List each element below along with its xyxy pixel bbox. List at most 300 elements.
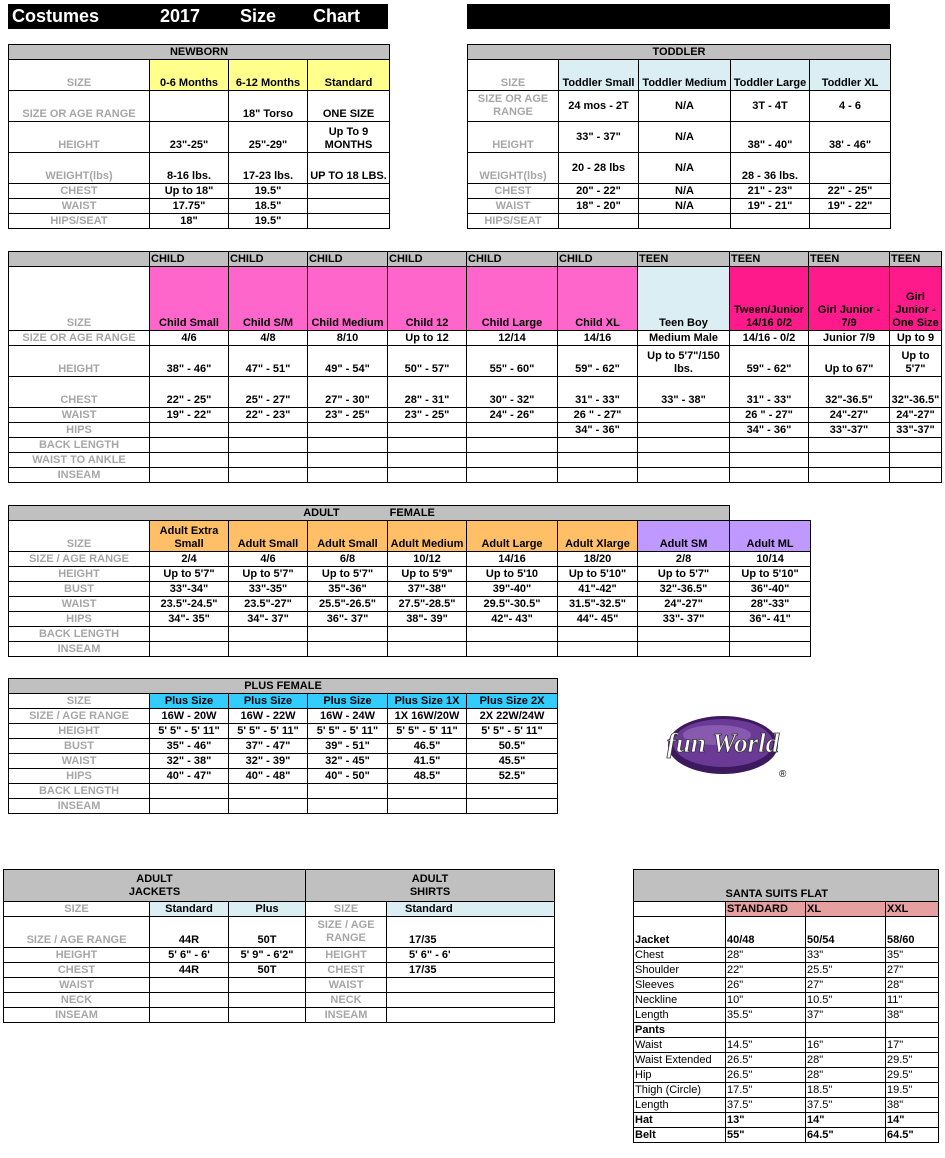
adult-female-table	[8, 505, 811, 657]
row-label: BUST	[9, 582, 150, 597]
col-header: Adult SM	[638, 521, 730, 552]
child-teen-table	[8, 251, 942, 483]
row-label: WAIST	[9, 408, 150, 423]
col-header: XXL	[886, 902, 939, 917]
table-cell	[730, 453, 809, 468]
table-cell: 5' 5" - 5' 11"	[229, 724, 308, 739]
table-cell: 5' 5" - 5' 11"	[308, 724, 388, 739]
table-cell: 2/4	[150, 552, 229, 567]
table-cell: Up to 5'9"	[388, 567, 467, 582]
table-cell: ONE SIZE	[308, 91, 390, 122]
table-cell: 19" - 21"	[731, 199, 810, 214]
table-cell: 28"	[806, 1053, 886, 1068]
table-cell: 36"- 41"	[730, 612, 811, 627]
table-cell: Up to 5'10"	[730, 567, 811, 582]
table-cell: 35.5"	[726, 1008, 806, 1023]
row-label: CHEST	[9, 184, 150, 199]
table-cell	[638, 408, 730, 423]
table-cell: 5' 5" - 5' 11"	[388, 724, 467, 739]
table-cell: Junior 7/9	[809, 331, 890, 346]
table-cell: 29.5"-30.5"	[467, 597, 558, 612]
row-label: CHEST	[4, 963, 150, 978]
title-word-year: 2017	[160, 6, 201, 26]
table-cell: 5' 6" - 6'	[387, 948, 555, 963]
table-cell: 17/35	[387, 963, 555, 978]
table-cell: 14"	[886, 1113, 939, 1128]
group-label: CHILD	[388, 252, 467, 267]
table-cell: 33"-37"	[890, 423, 942, 438]
group-label: TEEN	[809, 252, 890, 267]
table-cell: 38" - 46"	[150, 346, 229, 377]
table-cell: 17.5"	[726, 1083, 806, 1098]
row-label: BACK LENGTH	[9, 438, 150, 453]
table-cell	[890, 453, 942, 468]
table-cell: 2X 22W/24W	[467, 709, 558, 724]
row-label: INSEAM	[9, 468, 150, 483]
table-cell	[638, 423, 730, 438]
table-cell: 55"	[726, 1128, 806, 1143]
table-cell	[229, 993, 306, 1008]
table-cell: 16W - 24W	[308, 709, 388, 724]
table-cell	[388, 642, 467, 657]
table-cell: 5' 9" - 6'2"	[229, 948, 306, 963]
table-cell: 25.5"-26.5"	[308, 597, 388, 612]
row-label: CHEST	[9, 377, 150, 408]
table-cell	[559, 214, 639, 229]
table-cell	[467, 468, 558, 483]
table-cell	[308, 784, 388, 799]
col-header: Adult Small	[308, 521, 388, 552]
table-cell	[467, 423, 558, 438]
table-cell: 10/12	[388, 552, 467, 567]
table-cell	[467, 627, 558, 642]
row-label: Belt	[634, 1128, 726, 1143]
row-label: Waist Extended	[634, 1053, 726, 1068]
table-cell	[730, 438, 809, 453]
table-cell: 58/60	[886, 917, 939, 948]
row-label: HEIGHT	[4, 948, 150, 963]
table-cell: 11"	[886, 993, 939, 1008]
table-cell: 37.5"	[806, 1098, 886, 1113]
table-cell: N/A	[639, 91, 731, 122]
shirts-heading-line2: SHIRTS	[409, 885, 451, 898]
col-header: Adult Large	[467, 521, 558, 552]
jackets-heading-line2: JACKETS	[128, 885, 181, 898]
row-label: SIZE / AGE RANGE	[9, 709, 150, 724]
table-cell: 50/54	[806, 917, 886, 948]
table-cell: Up to 18"	[150, 184, 229, 199]
table-cell	[150, 468, 229, 483]
row-label: HEIGHT	[306, 948, 387, 963]
table-cell: 38"- 39"	[388, 612, 467, 627]
table-cell	[229, 453, 308, 468]
table-cell: 32"-36.5"	[890, 377, 942, 408]
table-cell: 32" - 45"	[308, 754, 388, 769]
table-cell: 42"- 43"	[467, 612, 558, 627]
col-header: Adult Extra Small	[150, 521, 229, 552]
title-word-costumes: Costumes	[12, 6, 100, 26]
table-cell: 31.5"-32.5"	[558, 597, 638, 612]
table-cell	[387, 1008, 555, 1023]
row-label: CHEST	[306, 963, 387, 978]
table-cell: 24"-27"	[809, 408, 890, 423]
table-cell: 19" - 22"	[150, 408, 229, 423]
table-cell: 55" - 60"	[467, 346, 558, 377]
row-label: Hat	[634, 1113, 726, 1128]
row-label: INSEAM	[9, 642, 150, 657]
col-header: Adult Xlarge	[558, 521, 638, 552]
row-label: SIZE / AGE RANGE	[4, 917, 150, 948]
table-cell: 8/10	[308, 331, 388, 346]
table-cell: 32"-36.5"	[638, 582, 730, 597]
table-cell: 28"	[886, 978, 939, 993]
table-cell: 34" - 36"	[558, 423, 638, 438]
col-header: STANDARD	[726, 902, 806, 917]
table-cell	[388, 453, 467, 468]
table-cell	[229, 438, 308, 453]
table-cell: 36"- 37"	[308, 612, 388, 627]
logo-text: fun World	[666, 728, 780, 758]
table-cell: 44R	[150, 963, 229, 978]
table-cell: 24" - 26"	[467, 408, 558, 423]
table-cell	[810, 153, 891, 184]
table-cell	[890, 438, 942, 453]
adult-heading-word: ADULT	[303, 506, 340, 519]
table-cell	[308, 199, 390, 214]
table-cell: 18/20	[558, 552, 638, 567]
table-cell: 38" - 40"	[731, 122, 810, 153]
table-cell	[730, 642, 811, 657]
table-cell	[467, 438, 558, 453]
table-cell: 26 " - 27"	[730, 408, 809, 423]
col-header: Standard	[387, 902, 555, 917]
fun-world-logo	[657, 713, 792, 786]
table-cell: 24 mos - 2T	[559, 91, 639, 122]
table-cell: 64.5"	[806, 1128, 886, 1143]
table-cell: 34" - 36"	[730, 423, 809, 438]
table-cell: 22"	[726, 963, 806, 978]
table-cell	[150, 423, 229, 438]
table-cell	[638, 453, 730, 468]
table-cell: 5' 5" - 5' 11"	[467, 724, 558, 739]
row-label: SIZE / AGE RANGE	[306, 917, 387, 948]
table-cell: 22" - 25"	[150, 377, 229, 408]
row-label: Chest	[634, 948, 726, 963]
table-cell: 17/35	[387, 917, 555, 948]
col-header: Girl Junior - 7/9	[809, 267, 890, 331]
table-cell: 37.5"	[726, 1098, 806, 1113]
table-cell: 37"	[806, 1008, 886, 1023]
row-label: NECK	[306, 993, 387, 1008]
table-cell	[150, 799, 229, 814]
table-cell	[467, 784, 558, 799]
row-label: BUST	[9, 739, 150, 754]
table-cell	[388, 784, 467, 799]
col-header: Child Large	[467, 267, 558, 331]
registered-mark: ®	[779, 769, 787, 780]
table-cell	[150, 1008, 229, 1023]
row-label: INSEAM	[4, 1008, 150, 1023]
table-cell: 17"	[886, 1038, 939, 1053]
table-cell: Up to 5'7"/150 lbs.	[638, 346, 730, 377]
table-cell: 32"-36.5"	[809, 377, 890, 408]
row-label: Waist	[634, 1038, 726, 1053]
row-label: HIPS/SEAT	[468, 214, 559, 229]
table-cell	[558, 438, 638, 453]
col-header: Plus Size 1X	[388, 694, 467, 709]
col-header: Child Small	[150, 267, 229, 331]
row-label: INSEAM	[306, 1008, 387, 1023]
table-cell: Up to 5'10	[467, 567, 558, 582]
table-cell: 5' 6" - 6'	[150, 948, 229, 963]
table-cell: 37"-38"	[388, 582, 467, 597]
table-cell: 30" - 32"	[467, 377, 558, 408]
table-cell: Up to 5'7"	[890, 346, 942, 377]
size-label: SIZE	[9, 694, 150, 709]
table-cell: 28"-33"	[730, 597, 811, 612]
table-cell: 23" - 25"	[388, 408, 467, 423]
table-cell: 49" - 54"	[308, 346, 388, 377]
table-cell	[150, 453, 229, 468]
col-header: Standard	[308, 60, 390, 91]
table-cell: 34"- 37"	[229, 612, 308, 627]
table-cell: 35"-36"	[308, 582, 388, 597]
col-header: Standard	[150, 902, 229, 917]
table-cell: 36"-40"	[730, 582, 811, 597]
table-cell: 27"	[886, 963, 939, 978]
table-cell: 40" - 50"	[308, 769, 388, 784]
group-label: CHILD	[229, 252, 308, 267]
row-label: NECK	[4, 993, 150, 1008]
col-header: Child S/M	[229, 267, 308, 331]
col-header: Toddler XL	[810, 60, 891, 91]
row-label: WEIGHT(lbs)	[9, 153, 150, 184]
table-cell: 28 - 36 lbs.	[731, 153, 810, 184]
row-label: WEIGHT(lbs)	[468, 153, 559, 184]
table-cell	[229, 627, 308, 642]
row-label: Neckline	[634, 993, 726, 1008]
table-cell	[388, 799, 467, 814]
table-cell: 23.5"-24.5"	[150, 597, 229, 612]
table-cell: 47" - 51"	[229, 346, 308, 377]
col-header: Adult ML	[730, 521, 811, 552]
table-cell: N/A	[639, 122, 731, 153]
table-cell: 2/8	[638, 552, 730, 567]
col-header: Teen Boy	[638, 267, 730, 331]
table-cell	[387, 993, 555, 1008]
row-label: SIZE OR AGE RANGE	[9, 91, 150, 122]
table-cell: 33" - 37"	[559, 122, 639, 153]
table-cell: 14/16 - 0/2	[730, 331, 809, 346]
header-black-bar	[467, 4, 890, 29]
table-cell	[388, 438, 467, 453]
group-label: TEEN	[890, 252, 942, 267]
col-header: Tween/Junior 14/16 0/2	[730, 267, 809, 331]
table-cell: 52.5"	[467, 769, 558, 784]
col-header: Plus Size 2X	[467, 694, 558, 709]
group-label: CHILD	[558, 252, 638, 267]
group-blank	[9, 252, 150, 267]
table-cell: 18"	[150, 214, 229, 229]
table-cell: Up To 9 MONTHS	[308, 122, 390, 153]
table-cell	[150, 438, 229, 453]
table-cell: 59" - 62"	[558, 346, 638, 377]
group-label: CHILD	[150, 252, 229, 267]
table-cell: 16W - 20W	[150, 709, 229, 724]
table-cell: Up to 5'7"	[308, 567, 388, 582]
row-label: HIPS/SEAT	[9, 214, 150, 229]
row-label: WAIST TO ANKLE	[9, 453, 150, 468]
table-cell	[229, 784, 308, 799]
col-header: Plus	[229, 902, 306, 917]
table-cell: 38"	[886, 1098, 939, 1113]
table-cell: N/A	[639, 153, 731, 184]
table-cell	[810, 214, 891, 229]
row-label: BACK LENGTH	[9, 784, 150, 799]
table-cell: 26 " - 27"	[558, 408, 638, 423]
table-cell: 45.5"	[467, 754, 558, 769]
table-cell: 32" - 38"	[150, 754, 229, 769]
table-cell: 38' - 46"	[810, 122, 891, 153]
table-cell	[150, 993, 229, 1008]
table-cell	[229, 642, 308, 657]
table-cell: Medium Male	[638, 331, 730, 346]
plus-female-heading: PLUS FEMALE	[9, 679, 558, 694]
table-cell	[806, 1023, 886, 1038]
table-cell: 19" - 22"	[810, 199, 891, 214]
table-cell: 8-16 lbs.	[150, 153, 229, 184]
row-label: HIPS	[9, 612, 150, 627]
table-cell: 14/16	[558, 331, 638, 346]
table-cell	[886, 1023, 939, 1038]
table-cell: 25"-29"	[229, 122, 308, 153]
table-cell: 35"	[886, 948, 939, 963]
table-cell: 22" - 25"	[810, 184, 891, 199]
table-cell: 4/6	[229, 552, 308, 567]
table-cell	[731, 214, 810, 229]
jackets-shirts-table	[3, 869, 555, 1023]
table-cell: N/A	[639, 184, 731, 199]
table-cell	[558, 642, 638, 657]
col-header: Adult Medium	[388, 521, 467, 552]
table-cell: 5' 5" - 5' 11"	[150, 724, 229, 739]
table-cell: 48.5"	[388, 769, 467, 784]
group-label: TEEN	[638, 252, 730, 267]
row-label: Sleeves	[634, 978, 726, 993]
table-cell: Up to 67"	[809, 346, 890, 377]
row-label: WAIST	[306, 978, 387, 993]
table-cell: 27.5"-28.5"	[388, 597, 467, 612]
row-label: SIZE / AGE RANGE	[9, 552, 150, 567]
table-cell: 23.5"-27"	[229, 597, 308, 612]
table-cell	[308, 184, 390, 199]
table-cell: 41"-42"	[558, 582, 638, 597]
table-cell: 16W - 22W	[229, 709, 308, 724]
table-cell: 32" - 39"	[229, 754, 308, 769]
table-cell	[730, 627, 811, 642]
table-cell: 4/8	[229, 331, 308, 346]
table-cell	[229, 423, 308, 438]
table-cell	[809, 453, 890, 468]
table-cell	[150, 91, 229, 122]
table-cell: 33" - 38"	[638, 377, 730, 408]
table-cell: Up to 5'7"	[638, 567, 730, 582]
table-cell: 33"-34"	[150, 582, 229, 597]
table-cell	[229, 468, 308, 483]
table-cell	[809, 438, 890, 453]
table-cell: 38"	[886, 1008, 939, 1023]
row-label: WAIST	[9, 597, 150, 612]
col-header: Plus Size	[150, 694, 229, 709]
table-cell: Up to 12	[388, 331, 467, 346]
newborn-heading: NEWBORN	[9, 45, 390, 60]
row-label: Length	[634, 1008, 726, 1023]
table-cell: 18" - 20"	[559, 199, 639, 214]
table-cell: 20 - 28 lbs	[559, 153, 639, 184]
row-label: HIPS	[9, 769, 150, 784]
col-header: XL	[806, 902, 886, 917]
table-cell: 10.5"	[806, 993, 886, 1008]
table-cell: Up to 9	[890, 331, 942, 346]
table-cell: 33"-35"	[229, 582, 308, 597]
table-cell: 44R	[150, 917, 229, 948]
table-cell: Up to 5'10"	[558, 567, 638, 582]
table-cell	[558, 627, 638, 642]
table-cell	[308, 642, 388, 657]
table-cell: 46.5"	[388, 739, 467, 754]
row-label: HEIGHT	[468, 122, 559, 153]
table-cell: Up to 5'7"	[229, 567, 308, 582]
plus-female-table	[8, 678, 558, 814]
table-cell	[308, 453, 388, 468]
table-cell: 18.5"	[229, 199, 308, 214]
row-label: CHEST	[468, 184, 559, 199]
table-cell: 37" - 47"	[229, 739, 308, 754]
row-label: WAIST	[4, 978, 150, 993]
table-cell: N/A	[639, 199, 731, 214]
table-cell	[467, 642, 558, 657]
table-cell: 14.5"	[726, 1038, 806, 1053]
table-cell	[150, 978, 229, 993]
table-cell: 31" - 33"	[730, 377, 809, 408]
group-label: CHILD	[308, 252, 388, 267]
table-cell	[150, 784, 229, 799]
santa-heading: SANTA SUITS FLAT	[726, 870, 939, 902]
adult-female-heading	[9, 506, 730, 521]
col-header: 0-6 Months	[150, 60, 229, 91]
table-cell	[150, 642, 229, 657]
col-header: Adult Small	[229, 521, 308, 552]
group-label: CHILD	[467, 252, 558, 267]
table-cell	[308, 627, 388, 642]
table-cell	[229, 978, 306, 993]
table-cell: 25.5"	[806, 963, 886, 978]
table-cell	[308, 438, 388, 453]
table-cell: 28"	[726, 948, 806, 963]
table-cell: 24"-27"	[890, 408, 942, 423]
table-cell: 29.5"	[886, 1053, 939, 1068]
table-cell: 4/6	[150, 331, 229, 346]
title-bar	[8, 4, 388, 29]
table-cell: 4 - 6	[810, 91, 891, 122]
table-cell: 33"- 37"	[638, 612, 730, 627]
col-header: 6-12 Months	[229, 60, 308, 91]
table-cell: 29.5"	[886, 1068, 939, 1083]
row-label: Hip	[634, 1068, 726, 1083]
table-cell: 21" - 23"	[731, 184, 810, 199]
table-cell: 39" - 51"	[308, 739, 388, 754]
table-cell	[558, 468, 638, 483]
